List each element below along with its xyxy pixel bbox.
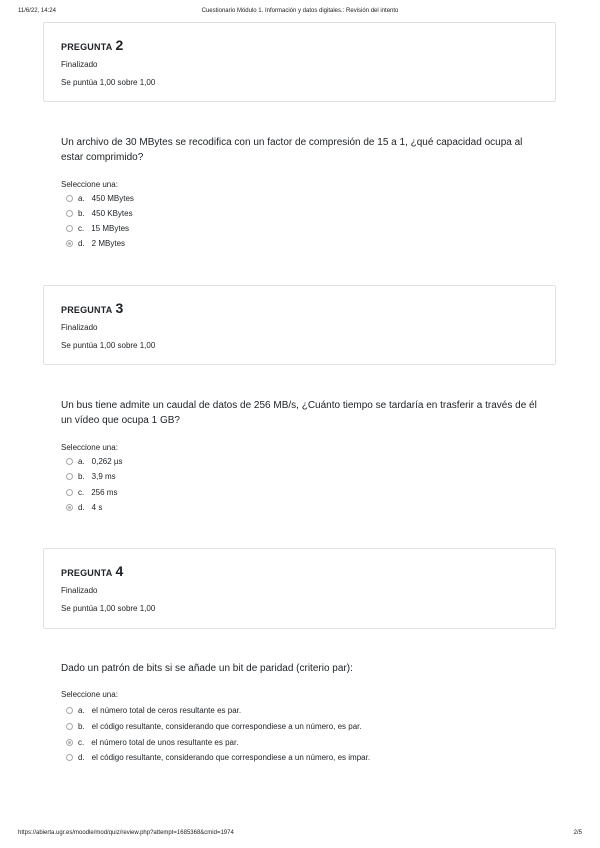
answer-option[interactable]: d. el código resultante, considerando que correspondiese a un número, es impar. (66, 751, 370, 763)
radio-button-selected[interactable] (66, 240, 73, 247)
answer-option[interactable]: c. 256 ms (66, 486, 117, 498)
question-number: 2 (115, 37, 124, 53)
radio-button[interactable] (66, 473, 73, 480)
radio-button[interactable] (66, 225, 73, 232)
radio-button-selected[interactable] (66, 504, 73, 511)
radio-button-selected[interactable] (66, 739, 73, 746)
question-text: Dado un patrón de bits si se añade un bit de paridad (criterio par): (61, 663, 353, 674)
question-grade: Se puntúa 1,00 sobre 1,00 (61, 604, 156, 613)
radio-button[interactable] (66, 195, 73, 202)
question-grade: Se puntúa 1,00 sobre 1,00 (61, 78, 156, 87)
question-number: 4 (115, 563, 124, 579)
question-heading: PREGUNTA 4 (61, 563, 124, 579)
question-text: Un archivo de 30 MBytes se recodifica con un factor de compresión de 15 a 1, ¿qué capacidad ocupa al estar comprimido? (61, 137, 523, 163)
radio-button[interactable] (66, 707, 73, 714)
radio-button[interactable] (66, 489, 73, 496)
question-state: Finalizado (61, 60, 98, 69)
question-text: Un bus tiene admite un caudal de datos de 256 MB/s, ¿Cuánto tiempo se tardaría en trasferir a través de él un vídeo que ocupa 1 GB? (61, 400, 537, 426)
print-datetime: 11/6/22, 14:24 (18, 8, 56, 14)
print-page-number: 2/5 (573, 830, 582, 836)
question-info-box (43, 22, 556, 102)
answer-option[interactable]: d. 4 s (66, 501, 102, 513)
radio-button[interactable] (66, 210, 73, 217)
question-info-box (43, 548, 556, 629)
answer-option[interactable]: b. 3,9 ms (66, 470, 116, 482)
question-state: Finalizado (61, 323, 98, 332)
answer-option[interactable]: a. el número total de ceros resultante es par. (66, 704, 241, 716)
print-header (18, 8, 582, 18)
answer-option[interactable]: b. el código resultante, considerando que correspondiese a un número, es par. (66, 720, 362, 732)
answer-option[interactable]: b. 450 KBytes (66, 207, 133, 219)
answer-prompt: Seleccione una: (61, 690, 118, 699)
print-title: Cuestionario Módulo 1. Información y datos digitales.: Revisión del intento (201, 8, 399, 14)
radio-button[interactable] (66, 754, 73, 761)
answer-prompt: Seleccione una: (61, 180, 118, 189)
print-footer (18, 830, 582, 840)
answer-prompt: Seleccione una: (61, 443, 118, 452)
question-heading: PREGUNTA 2 (61, 37, 124, 53)
question-state: Finalizado (61, 586, 98, 595)
print-url: https://abierta.ugr.es/moodle/mod/quiz/review.php?attempt=1685368&cmid=1974 (18, 830, 234, 836)
answer-option[interactable]: c. el número total de unos resultante es par. (66, 736, 238, 748)
radio-button[interactable] (66, 723, 73, 730)
answer-option[interactable]: a. 0,262 µs (66, 455, 123, 467)
question-heading: PREGUNTA 3 (61, 300, 124, 316)
answer-option[interactable]: a. 450 MBytes (66, 192, 134, 204)
question-grade: Se puntúa 1,00 sobre 1,00 (61, 341, 156, 350)
answer-option[interactable]: c. 15 MBytes (66, 222, 129, 234)
question-number: 3 (115, 300, 124, 316)
question-info-box (43, 285, 556, 365)
answer-option[interactable]: d. 2 MBytes (66, 237, 125, 249)
radio-button[interactable] (66, 458, 73, 465)
